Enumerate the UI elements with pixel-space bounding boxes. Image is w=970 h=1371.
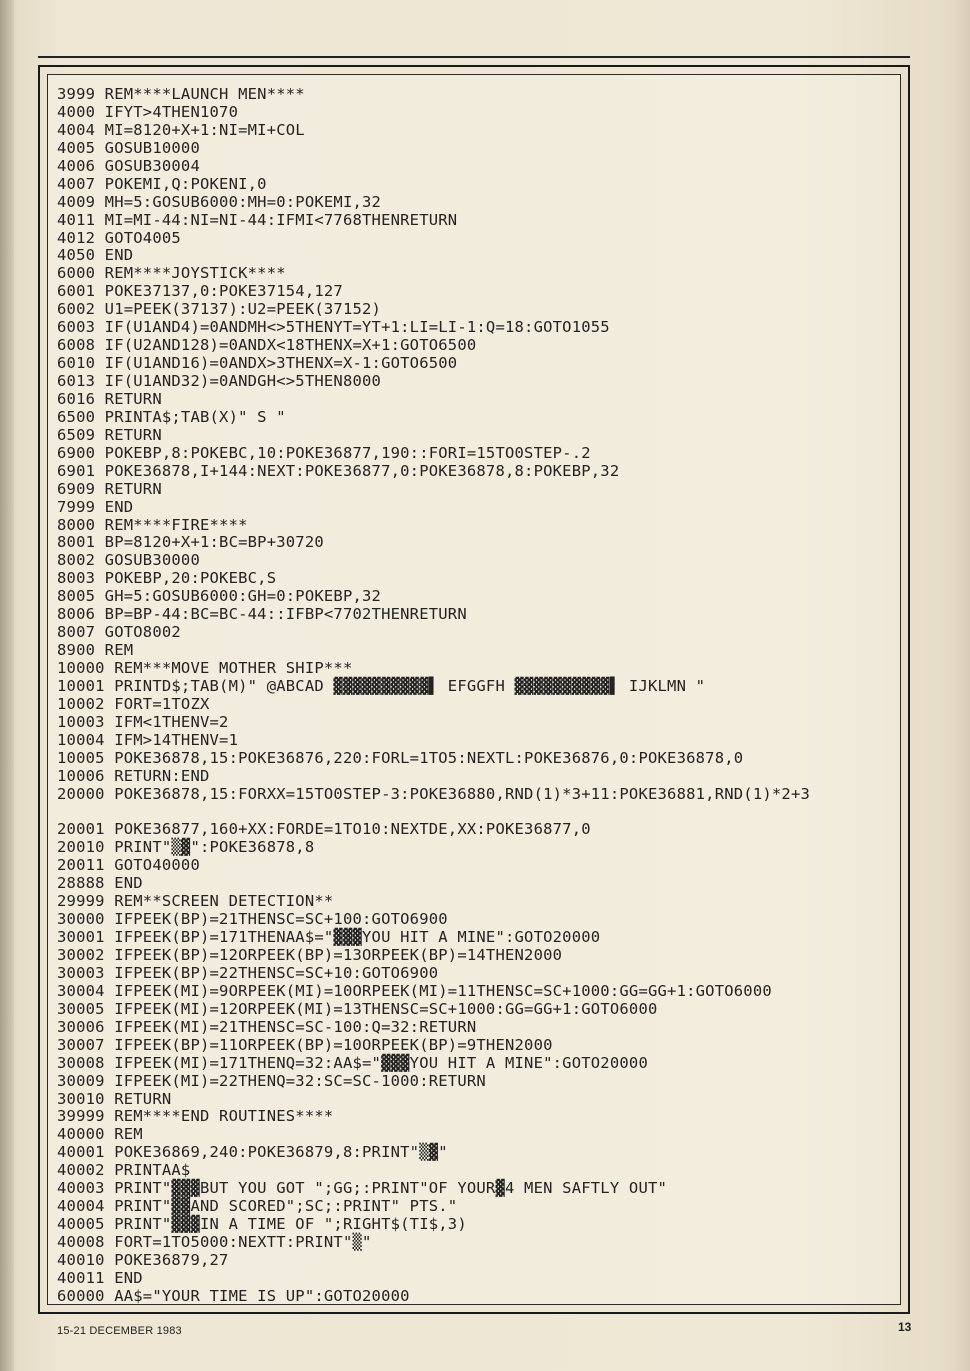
listing-line: 60000 AA$="YOUR TIME IS UP":GOTO20000 [57, 1286, 410, 1305]
listing-line: 20010 PRINT"▒▓":POKE36878,8 [57, 838, 315, 857]
listing-line: 20011 GOTO40000 [57, 856, 200, 875]
basic-program-listing [57, 86, 897, 1306]
listing-line: 6901 POKE36878,I+144:NEXT:POKE36877,0:POKE36878,8:POKEBP,32 [57, 461, 620, 480]
listing-line: 4011 MI=MI-44:NI=NI-44:IFMI<7768THENRETURN [57, 210, 458, 229]
top-rule [38, 56, 910, 58]
listing-line: 4007 POKEMI,Q:POKENI,0 [57, 174, 267, 193]
listing-line [57, 804, 897, 822]
listing-line: 4000 IFYT>4THEN1070 [57, 102, 239, 121]
listing-line: 40008 FORT=1TO5000:NEXTT:PRINT"▒" [57, 1233, 372, 1251]
listing-line: 6000 REM****JOYSTICK**** [57, 264, 286, 283]
listing-line: 8005 GH=5:GOSUB6000:GH=0:POKEBP,32 [57, 587, 382, 606]
listing-line: 6001 POKE37137,0:POKE37154,127 [57, 282, 343, 301]
listing-line: 6900 POKEBP,8:POKEBC,10:POKE36877,190::FORI=15TO0STEP-.2 [57, 443, 591, 462]
listing-line: 8003 POKEBP,20:POKEBC,S [57, 569, 277, 588]
listing-line: 8900 REM [57, 641, 134, 660]
listing-line: 30010 RETURN [57, 1089, 172, 1108]
listing-line: 20000 POKE36878,15:FORXX=15TO0STEP-3:POKE36880,RND(1)*3+11:POKE36881,RND(1)*2+3 [57, 784, 811, 803]
listing-line: 6008 IF(U2AND128)=0ANDX<18THENX=X+1:GOTO6500 [57, 336, 477, 355]
listing-line: 10003 IFM<1THENV=2 [57, 712, 229, 731]
listing-line: 3999 REM****LAUNCH MEN**** [57, 85, 305, 103]
listing-line: 30000 IFPEEK(BP)=21THENSC=SC+100:GOTO6900 [57, 910, 448, 929]
listing-line: 20001 POKE36877,160+XX:FORDE=1TO10:NEXTDE,XX:POKE36877,0 [57, 820, 591, 839]
listing-line: 30001 IFPEEK(BP)=171THENAA$="▓▓▓YOU HIT A MINE":GOTO20000 [57, 928, 601, 947]
listing-line: 4009 MH=5:GOSUB6000:MH=0:POKEMI,32 [57, 192, 382, 211]
listing-line: 6016 RETURN [57, 389, 162, 408]
listing-line: 40003 PRINT"▓▓▓BUT YOU GOT ";GG;:PRINT"OF YOUR▓4 MEN SAFTLY OUT" [57, 1179, 668, 1198]
listing-line: 10000 REM***MOVE MOTHER SHIP*** [57, 659, 353, 677]
listing-line: 10006 RETURN:END [57, 766, 210, 785]
listing-line: 30007 IFPEEK(BP)=11ORPEEK(BP)=10ORPEEK(BP)=9THEN2000 [57, 1035, 553, 1054]
listing-line: 6010 IF(U1AND16)=0ANDX>3THENX=X-1:GOTO6500 [57, 354, 458, 373]
listing-line: 39999 REM****END ROUTINES**** [57, 1107, 334, 1126]
listing-line: 8002 GOSUB30000 [57, 551, 200, 570]
issue-date: 15-21 DECEMBER 1983 [57, 1325, 182, 1337]
listing-line: 6509 RETURN [57, 425, 162, 444]
listing-line: 10002 FORT=1TOZX [57, 694, 210, 713]
listing-line: 4005 GOSUB10000 [57, 138, 200, 157]
listing-line: 6909 RETURN [57, 479, 162, 498]
listing-line: 8000 REM****FIRE**** [57, 515, 248, 534]
page-number: 13 [898, 1320, 912, 1334]
listing-line: 8001 BP=8120+X+1:BC=BP+30720 [57, 533, 324, 552]
listing-line: 30002 IFPEEK(BP)=12ORPEEK(BP)=13ORPEEK(BP)=14THEN2000 [57, 946, 563, 964]
listing-line: 30004 IFPEEK(MI)=9ORPEEK(MI)=10ORPEEK(MI)=11THENSC=SC+1000:GG=GG+1:GOTO6000 [57, 981, 772, 1000]
listing-line: 4012 GOTO4005 [57, 228, 181, 247]
listing-line: 10004 IFM>14THENV=1 [57, 730, 239, 749]
listing-line: 4006 GOSUB30004 [57, 156, 200, 175]
listing-line: 40005 PRINT"▓▓▓IN A TIME OF ";RIGHT$(TI$,3) [57, 1215, 467, 1234]
listing-line: 8007 GOTO8002 [57, 623, 181, 642]
listing-line: 10005 POKE36878,15:POKE36876,220:FORL=1TO5:NEXTL:POKE36876,0:POKE36878,0 [57, 748, 744, 767]
listing-line: 7999 END [57, 497, 134, 516]
listing-line: 6003 IF(U1AND4)=0ANDMH<>5THENYT=YT+1:LI=LI-1:Q=18:GOTO1055 [57, 318, 610, 337]
listing-line: 40010 POKE36879,27 [57, 1250, 229, 1269]
listing-line: 40004 PRINT"▓▓AND SCORED";SC;:PRINT" PTS." [57, 1197, 458, 1216]
listing-line: 40000 REM [57, 1125, 143, 1144]
binding-spine [0, 0, 14, 1371]
listing-line: 40011 END [57, 1268, 143, 1287]
listing-line: 30008 IFPEEK(MI)=171THENQ=32:AA$="▓▓▓YOU HIT A MINE":GOTO20000 [57, 1053, 648, 1072]
listing-line: 28888 END [57, 874, 143, 893]
listing-line: 29999 REM**SCREEN DETECTION** [57, 892, 334, 911]
listing-line: 6002 U1=PEEK(37137):U2=PEEK(37152) [57, 300, 382, 319]
listing-line: 4004 MI=8120+X+1:NI=MI+COL [57, 120, 305, 139]
listing-line: 30005 IFPEEK(MI)=12ORPEEK(MI)=13THENSC=SC+1000:GG=GG+1:GOTO6000 [57, 999, 658, 1018]
listing-line: 6013 IF(U1AND32)=0ANDGH<>5THEN8000 [57, 372, 382, 390]
listing-line: 30009 IFPEEK(MI)=22THENQ=32:SC=SC-1000:RETURN [57, 1071, 486, 1090]
listing-line: 40001 POKE36869,240:POKE36879,8:PRINT"▒▓" [57, 1143, 448, 1162]
listing-line: 40002 PRINTAA$ [57, 1161, 191, 1180]
listing-line: 30003 IFPEEK(BP)=22THENSC=SC+10:GOTO6900 [57, 963, 439, 982]
listing-line: 4050 END [57, 246, 134, 265]
listing-line: 6500 PRINTA$;TAB(X)" S " [57, 407, 286, 426]
listing-line: 10001 PRINTD$;TAB(M)" @ABCAD ▓▓▓▓▓▓▓▓▓▓▌ EFGGFH ▓▓▓▓▓▓▓▓▓▓▌ IJKLMN " [57, 676, 706, 695]
listing-line: 8006 BP=BP-44:BC=BC-44::IFBP<7702THENRETURN [57, 605, 467, 624]
listing-line: 30006 IFPEEK(MI)=21THENSC=SC-100:Q=32:RETURN [57, 1017, 477, 1036]
